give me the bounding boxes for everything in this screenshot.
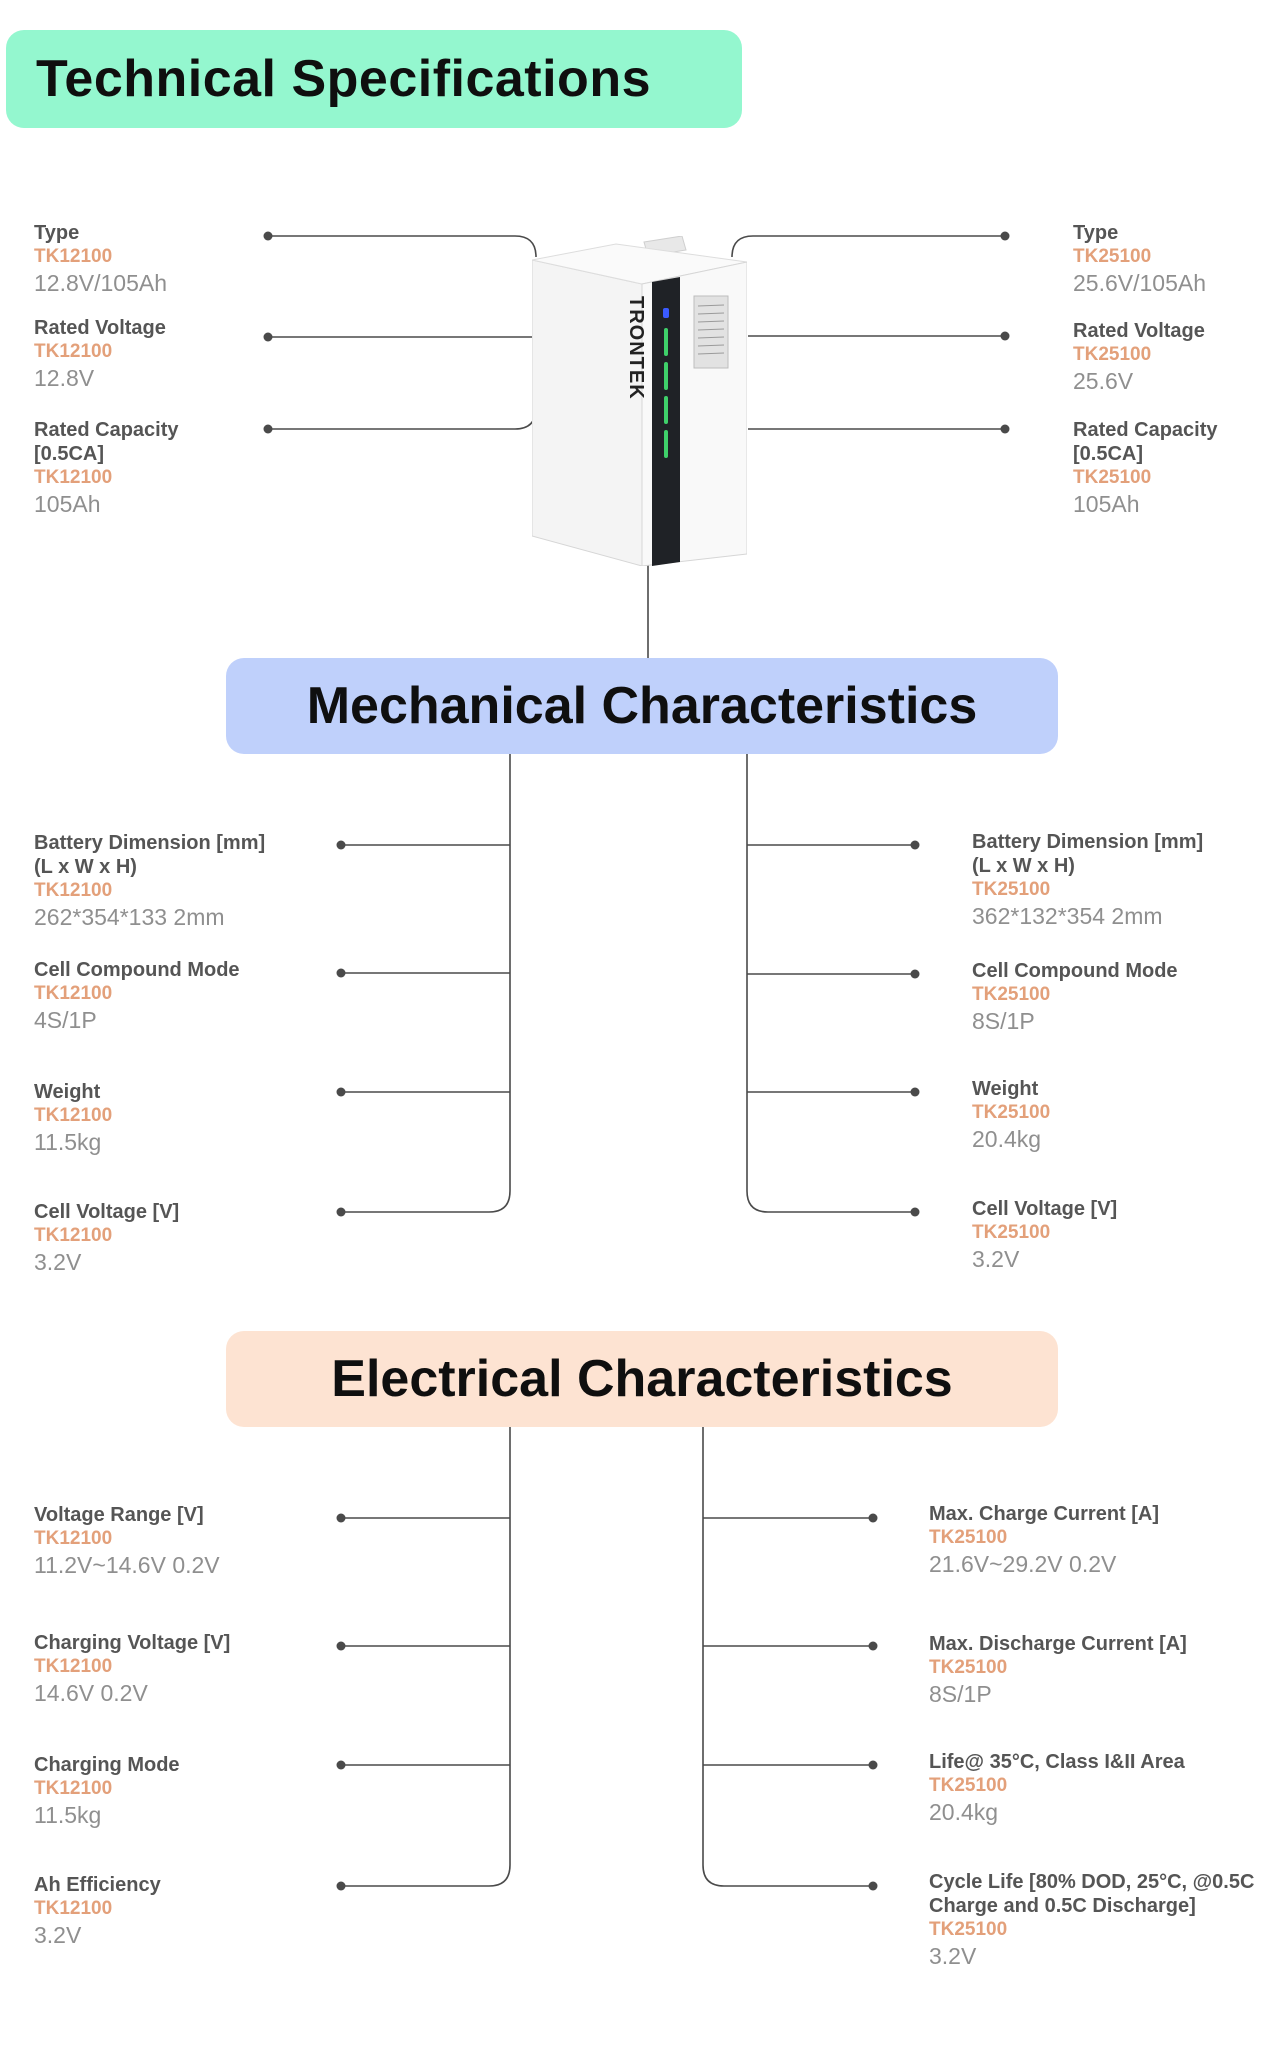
connector-line: [341, 754, 510, 1212]
spec-value: 105Ah: [1073, 491, 1140, 517]
battery-product-image: [532, 236, 747, 566]
spec-value: 14.6V 0.2V: [34, 1680, 148, 1706]
connector-dot: [1001, 332, 1010, 341]
spec-item-charging-mode-tk12100: [34, 1753, 180, 1829]
spec-model: TK12100: [34, 1225, 113, 1246]
heading-text: Technical Specifications: [36, 50, 652, 108]
spec-value: 8S/1P: [929, 1681, 992, 1707]
connector-dot: [1001, 232, 1010, 241]
spec-value: 25.6V/105Ah: [1073, 270, 1207, 296]
spec-value: 262*354*133 2mm: [34, 904, 225, 930]
spec-model: TK12100: [34, 1656, 113, 1677]
connector-dot: [869, 1761, 878, 1770]
spec-label-sticker: [694, 296, 728, 368]
spec-item-cell-voltage-tk25100: [972, 1197, 1117, 1273]
spec-model: TK12100: [34, 880, 113, 901]
connector-dot: [264, 425, 273, 434]
spec-label: Cell Voltage [V]: [34, 1201, 180, 1223]
spec-label: Cell Compound Mode: [34, 959, 240, 981]
spec-label: Life@ 35°C, Class I&II Area: [929, 1751, 1185, 1773]
spec-model: TK25100: [1073, 344, 1152, 365]
spec-item-cell-compound-mode-tk12100: [34, 958, 240, 1034]
spec-label: Weight: [972, 1078, 1039, 1100]
spec-value: 11.5kg: [34, 1129, 102, 1155]
connector-dot: [337, 1882, 346, 1891]
spec-value: 20.4kg: [972, 1126, 1042, 1152]
spec-label: Charging Mode: [34, 1754, 180, 1776]
spec-label: Cell Voltage [V]: [972, 1198, 1118, 1220]
spec-model: TK12100: [34, 1105, 113, 1126]
spec-model: TK12100: [34, 983, 113, 1004]
spec-item-cell-compound-mode-tk25100: [972, 959, 1178, 1035]
spec-item-cell-voltage-tk12100: [34, 1200, 179, 1276]
connector-dot: [337, 1642, 346, 1651]
spec-item-rated-capacity-tk12100: [34, 418, 179, 518]
connector-dot: [869, 1514, 878, 1523]
spec-value: 362*132*354 2mm: [972, 903, 1163, 929]
spec-item-max-charge-current-tk25100: [929, 1502, 1159, 1578]
spec-item-cycle-life-tk25100: [929, 1870, 1254, 1970]
spec-item-battery-dimension-tk12100: [34, 831, 265, 931]
connector-dot: [1001, 425, 1010, 434]
connector-dot: [264, 333, 273, 342]
spec-label: Cell Compound Mode: [972, 960, 1178, 982]
spec-label: Rated Voltage: [1073, 320, 1205, 342]
power-indicator-icon: [663, 308, 669, 318]
spec-value: 3.2V: [34, 1249, 82, 1275]
spec-model: TK25100: [929, 1527, 1008, 1548]
spec-value: 3.2V: [972, 1246, 1020, 1272]
connector-dot: [337, 1761, 346, 1770]
spec-item-max-discharge-current-tk25100: [929, 1632, 1187, 1708]
spec-label: Type: [1073, 222, 1119, 244]
spec-model: TK25100: [929, 1775, 1008, 1796]
spec-value: 25.6V: [1073, 368, 1134, 394]
connector-dot: [264, 232, 273, 241]
spec-value: 105Ah: [34, 491, 101, 517]
spec-value: 8S/1P: [972, 1008, 1035, 1034]
connector-line: [732, 236, 1005, 257]
spec-item-type-tk25100: [1073, 221, 1206, 297]
spec-label: Max. Discharge Current [A]: [929, 1633, 1187, 1655]
spec-value: 4S/1P: [34, 1007, 97, 1033]
spec-value: 21.6V~29.2V 0.2V: [929, 1551, 1117, 1577]
spec-item-charging-voltage-tk12100: [34, 1631, 230, 1707]
spec-model: TK12100: [34, 1898, 113, 1919]
spec-label: Charging Voltage [V]: [34, 1632, 231, 1654]
spec-value: 20.4kg: [929, 1799, 999, 1825]
connector-dot: [337, 1088, 346, 1097]
spec-item-battery-dimension-tk25100: [972, 830, 1203, 930]
spec-model: TK25100: [972, 879, 1051, 900]
connector-dot: [337, 969, 346, 978]
spec-model: TK25100: [929, 1657, 1008, 1678]
spec-label: Cycle Life [80% DOD, 25°C, @0.5C Charge and 0.5C Discharge]: [929, 1871, 1255, 1917]
spec-value: 12.8V/105Ah: [34, 270, 168, 296]
connector-dot: [337, 1514, 346, 1523]
spec-model: TK25100: [972, 1222, 1051, 1243]
connector-dot: [911, 970, 920, 979]
spec-model: TK25100: [1073, 246, 1152, 267]
connector-line: [268, 236, 536, 257]
connector-dot: [337, 841, 346, 850]
spec-item-life-35c-tk25100: [929, 1750, 1185, 1826]
spec-value: 3.2V: [34, 1922, 82, 1948]
connector-dot: [869, 1882, 878, 1891]
spec-label: Rated Capacity [0.5CA]: [34, 419, 179, 465]
spec-item-rated-voltage-tk25100: [1073, 319, 1205, 395]
spec-value: 3.2V: [929, 1943, 977, 1969]
spec-label: Voltage Range [V]: [34, 1504, 204, 1526]
spec-label: Battery Dimension [mm] (L x W x H): [34, 832, 266, 878]
spec-item-weight-tk12100: [34, 1080, 112, 1156]
spec-model: TK12100: [34, 467, 113, 488]
spec-label: Weight: [34, 1081, 101, 1103]
spec-item-rated-capacity-tk25100: [1073, 418, 1218, 518]
spec-label: Max. Charge Current [A]: [929, 1503, 1160, 1525]
spec-model: TK12100: [34, 1778, 113, 1799]
spec-label: Rated Voltage: [34, 317, 166, 339]
heading-text: Electrical Characteristics: [331, 1350, 953, 1408]
spec-value: 12.8V: [34, 365, 95, 391]
spec-model: TK25100: [972, 1102, 1051, 1123]
spec-model: TK25100: [1073, 467, 1152, 488]
spec-label: Ah Efficiency: [34, 1874, 161, 1896]
spec-item-rated-voltage-tk12100: [34, 316, 166, 392]
connector-dot: [911, 1088, 920, 1097]
connector-dot: [911, 841, 920, 850]
spec-model: TK12100: [34, 341, 113, 362]
spec-value: 11.5kg: [34, 1802, 102, 1828]
connector-line: [703, 1427, 873, 1886]
spec-label: Rated Capacity [0.5CA]: [1073, 419, 1218, 465]
spec-model: TK25100: [929, 1919, 1008, 1940]
spec-item-weight-tk25100: [972, 1077, 1050, 1153]
connector-dot: [337, 1208, 346, 1217]
connector-dot: [911, 1208, 920, 1217]
connector-line: [268, 408, 536, 429]
connector-line: [747, 754, 915, 1212]
spec-item-type-tk12100: [34, 221, 167, 297]
spec-model: TK12100: [34, 1528, 113, 1549]
spec-item-ah-efficiency-tk12100: [34, 1873, 161, 1949]
heading-text: Mechanical Characteristics: [306, 677, 978, 735]
spec-model: TK12100: [34, 246, 113, 267]
connector-dot: [869, 1642, 878, 1651]
spec-label: Type: [34, 222, 80, 244]
brand-logo: TRONTEK: [625, 296, 647, 400]
spec-item-voltage-range-tk12100: [34, 1503, 220, 1579]
spec-value: 11.2V~14.6V 0.2V: [34, 1552, 220, 1578]
connector-line: [341, 1427, 510, 1886]
spec-model: TK25100: [972, 984, 1051, 1005]
spec-label: Battery Dimension [mm] (L x W x H): [972, 831, 1204, 877]
